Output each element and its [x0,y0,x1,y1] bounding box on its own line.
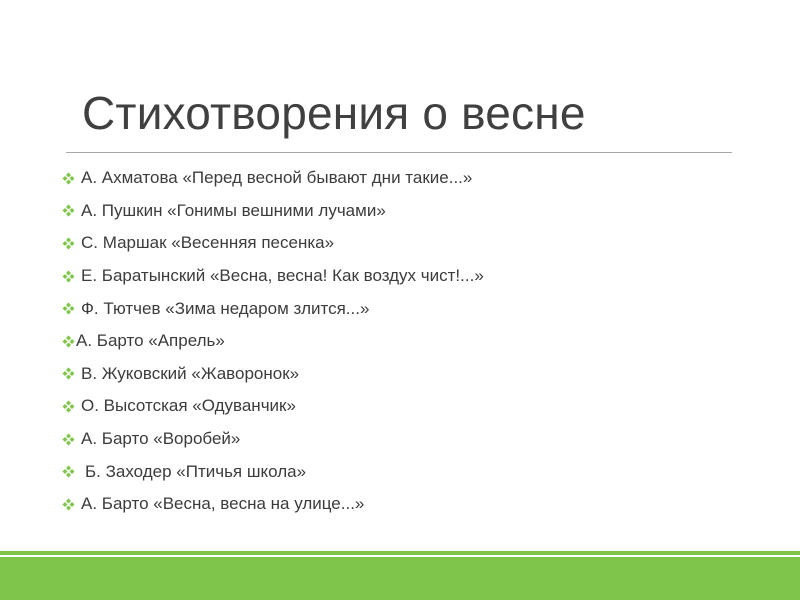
list-item [62,292,484,325]
four-diamond-bullet-icon [62,204,75,217]
four-diamond-bullet-icon [62,498,75,511]
list-item-text: Е. Баратынский «Весна, весна! Как воздух чист!...» [81,266,484,286]
list-item [62,162,484,195]
four-diamond-bullet-icon [62,237,75,250]
list-item [62,423,484,456]
list-item [62,227,484,260]
four-diamond-bullet-icon [62,400,75,413]
four-diamond-bullet-icon [62,172,75,185]
title-divider [66,152,732,153]
list-item [62,488,484,521]
list-item [62,455,484,488]
four-diamond-bullet-icon [62,335,75,348]
slide-title: Стихотворения о весне [82,87,586,139]
four-diamond-bullet-icon [62,367,75,380]
list-item [62,358,484,391]
list-item [62,260,484,293]
list-item-text: С. Маршак «Весенняя песенка» [81,233,335,253]
list-item [62,390,484,423]
list-item [62,195,484,228]
four-diamond-bullet-icon [62,270,75,283]
four-diamond-bullet-icon [62,302,75,315]
footer-accent-bar [0,557,800,600]
list-item-text: Ф. Тютчев «Зима недаром злится...» [81,298,370,318]
list-item [62,325,484,358]
list-item-text: В. Жуковский «Жаворонок» [81,363,300,383]
list-item-text: Б. Заходер «Птичья школа» [85,461,307,481]
poem-list [62,162,484,521]
list-item-text: А. Барто «Апрель» [76,331,225,351]
list-item-text: А. Пушкин «Гонимы вешними лучами» [81,200,386,220]
list-item-text: А. Барто «Весна, весна на улице...» [81,494,365,514]
four-diamond-bullet-icon [62,465,75,478]
list-item-text: А. Барто «Воробей» [81,429,241,449]
list-item-text: А. Ахматова «Перед весной бывают дни такие...» [81,168,473,188]
list-item-text: О. Высотская «Одуванчик» [81,396,296,416]
four-diamond-bullet-icon [62,433,75,446]
footer-accent-line [0,551,800,555]
